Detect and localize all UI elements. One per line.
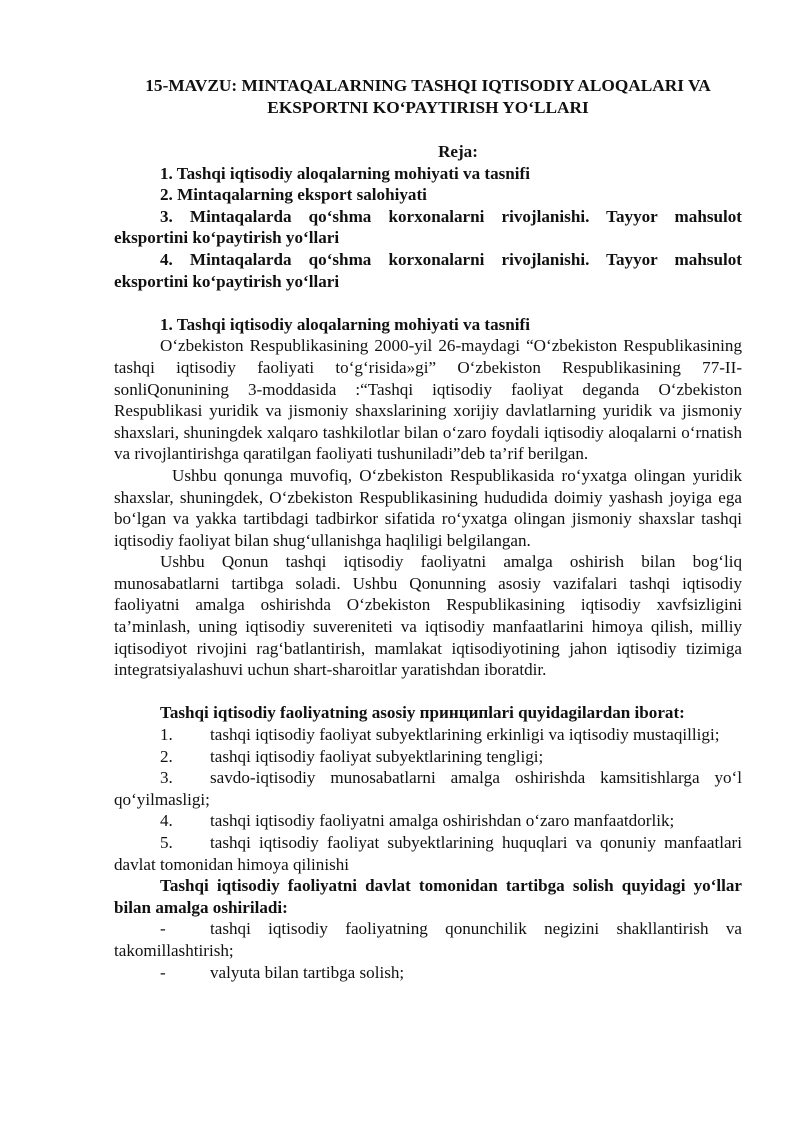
- paragraph-3: Ushbu Qonun tashqi iqtisodiy faoliyatni amalga oshirish bilan bog‘liq munosabatlarni tartibga soladi. Ushbu Qonunning asosiy vazifalari tashqi iqtisodiy faoliyatni amalga oshirishda O‘zbekiston Respublikasining iqtisodiy xavfsizligini ta’minlash, uning iqtisodiy suvereniteti va iqtisodiy manfaatlarini himoya qilish, milliy iqtisodiyot rivojini rag‘batlantirish, mamlakat iqtisodiyotining jahon iqtisodiy tizimiga integratsiyalashuvi uchun shart-sharoitlar yaratishdan iboratdir.: [114, 552, 742, 680]
- principle-number: 3.: [160, 768, 173, 788]
- regulation-item: [114, 962, 742, 984]
- principle-item: [114, 767, 742, 810]
- paragraph-2: Ushbu qonunga muvofiq, O‘zbekiston Respublikasida ro‘yxatga olingan yuridik shaxslar, shuningdek, O‘zbekiston Respublikasining hududida doimiy yashash joyiga ega bo‘lgan va yakka tartibdagi tadbirkor sifatida ro‘yxatga olingan jismoniy shaxslar tashqi iqtisodiy faoliyat bilan shug‘ullanishga haqliligi belgilangan.: [114, 465, 742, 550]
- regulation-bullet: -: [160, 919, 166, 939]
- section-1-heading: 1. Tashqi iqtisodiy aloqalarning mohiyati va tasnifi: [160, 314, 530, 334]
- plan-item-3: 3. Mintaqalarda qo‘shma korxonalarni rivojlanishi. Tayyor mahsulot eksportini ko‘paytirish yo‘llari: [114, 206, 742, 248]
- principle-item: [114, 724, 742, 746]
- principles-heading: Tashqi iqtisodiy faoliyatning asosiy принципlari quyidagilardan iborat:: [160, 703, 685, 723]
- paragraph-1-text-b: Respublikasining 77-II-sonliQonunining 3-moddasida :“Tashqi iqtisodiy faoliyat deganda O‘zbekiston Respublikasi yuridik va jismoniy shaxslarining xorijiy davlatlarning yuridik va jismoniy shaxslari, shuningdek xalqaro tashkilotlar bilan o‘zaro foydali iqtisodiy aloqalarni o‘rnatish va rivojlantirishga qaratilgan faoliyati tushuniladi”deb ta’rif berilgan.: [114, 357, 743, 464]
- spacer: [114, 681, 742, 703]
- regulation-text: valyuta bilan tartibga solish;: [210, 962, 405, 982]
- principle-item: [114, 746, 742, 768]
- principle-text: tashqi iqtisodiy faoliyat subyektlarining tengligi;: [210, 746, 544, 766]
- document-title: [114, 75, 742, 119]
- plan-item-2: 2. Mintaqalarning eksport salohiyati: [160, 185, 427, 205]
- regulation-bullet: -: [160, 962, 166, 982]
- principle-item: [114, 832, 742, 875]
- principle-number: 5.: [160, 833, 173, 852]
- plan-item-4: 4. Mintaqalarda qo‘shma korxonalarni rivojlanishi. Tayyor mahsulot eksportini ko‘paytirish yo‘llari: [114, 249, 742, 291]
- principle-number: 2.: [160, 746, 173, 766]
- principle-item: [114, 810, 742, 832]
- principle-text: tashqi iqtisodiy faoliyatni amalga oshirishdan o‘zaro manfaatdorlik;: [210, 811, 675, 831]
- title-line-1: 15-MAVZU: MINTAQALARNING TASHQI IQTISODIY ALOQALARI VA: [145, 76, 711, 95]
- regulation-heading: Tashqi iqtisodiy faoliyatni davlat tomonidan tartibga solish quyidagi yo‘llar bilan amalga oshiriladi:: [114, 876, 742, 917]
- paragraph-1: [114, 335, 742, 465]
- principle-text: tashqi iqtisodiy faoliyat subyektlarining huquqlari va qonuniy manfaatlari davlat tomonidan himoya qilinishi: [114, 833, 742, 874]
- regulation-text: tashqi iqtisodiy faoliyatning qonunchilik negizini shakllantirish va takomillashtirish;: [114, 919, 742, 960]
- document-content: [114, 75, 742, 983]
- principle-number: 4.: [160, 811, 173, 831]
- title-line-2: EKSPORTNI KO‘PAYTIRISH YO‘LLARI: [267, 98, 589, 117]
- plan-label: Reja:: [438, 142, 478, 161]
- paragraph-1-text-a: O‘zbekiston Respublikasining 2000-yil 26-maydagi “O‘zbekiston Respublikasining tashqi iqtisodiy faoliyati to‘g‘risida»gi” O‘zbekiston: [114, 336, 742, 377]
- principle-text: savdo-iqtisodiy munosabatlarni amalga oshirishda kamsitishlarga yo‘l qo‘yilmasligi;: [114, 768, 742, 809]
- regulation-item: [114, 918, 742, 961]
- spacer: [114, 292, 742, 314]
- plan-item-1: 1. Tashqi iqtisodiy aloqalarning mohiyati va tasnifi: [160, 163, 530, 183]
- principle-text: tashqi iqtisodiy faoliyat subyektlarining erkinligi va iqtisodiy mustaqilligi;: [210, 725, 720, 745]
- principle-number: 1.: [160, 725, 173, 745]
